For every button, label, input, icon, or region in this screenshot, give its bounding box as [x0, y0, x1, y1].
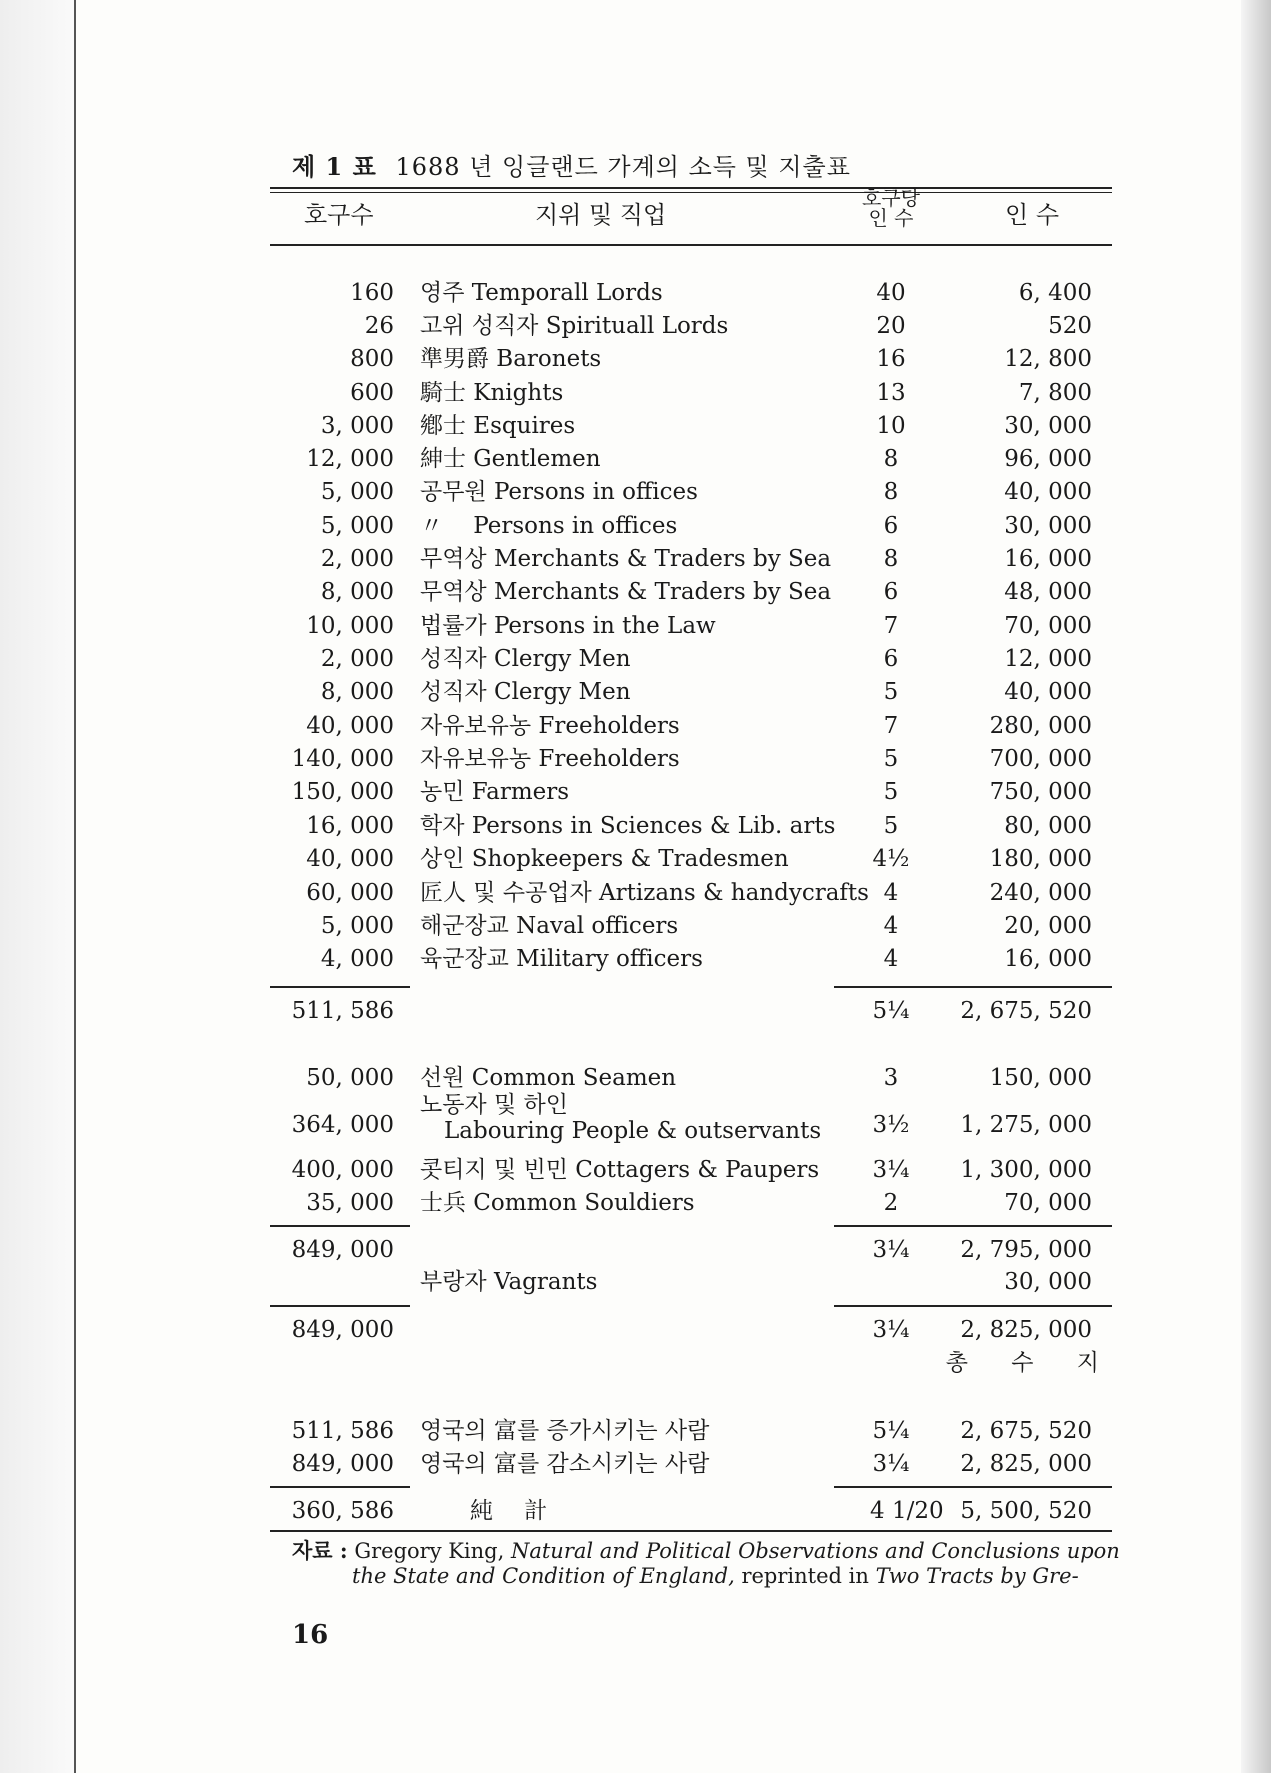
- table-row: [270, 911, 1112, 941]
- row-position: 성직자 Clergy Men: [420, 679, 631, 705]
- row-position: 자유보유농 Freeholders: [420, 746, 680, 772]
- row-per: 10: [876, 413, 906, 439]
- table-row: [270, 511, 1112, 541]
- row-position: 영주 Temporall Lords: [420, 280, 663, 306]
- table-label: 제 1 표: [292, 152, 377, 181]
- table-row: [270, 311, 1112, 341]
- row-households: 800: [350, 346, 394, 372]
- row-per: 8: [883, 546, 899, 572]
- row-per: 16: [876, 346, 906, 372]
- row-persons: 70, 000: [1004, 613, 1092, 639]
- subtotal3-per: 3¼: [872, 1317, 910, 1343]
- row-persons: 750, 000: [989, 779, 1092, 805]
- row-per: 5: [883, 746, 899, 772]
- subtotal1-per: 5¼: [872, 998, 910, 1024]
- row-per: 5: [883, 679, 899, 705]
- source-work-2: the State and Condition of England,: [352, 1564, 735, 1588]
- subtotal1-persons: 2, 675, 520: [960, 998, 1092, 1024]
- row-persons: 80, 000: [1004, 813, 1092, 839]
- header-per-household: [862, 188, 920, 228]
- row-position: 鄕士 Esquires: [420, 413, 576, 439]
- row-per: 6: [883, 579, 899, 605]
- page-shadow: [1241, 0, 1271, 1773]
- table-title: [292, 147, 851, 182]
- table-row: [270, 378, 1112, 408]
- source-label: 자료 :: [292, 1538, 348, 1563]
- row-households: 2, 000: [320, 646, 394, 672]
- vagrants-position: 부랑자 Vagrants: [420, 1269, 598, 1295]
- row-households: 4, 000: [320, 946, 394, 972]
- row-households: 10, 000: [306, 613, 394, 639]
- table-row: [270, 344, 1112, 374]
- row-persons: 16, 000: [1004, 546, 1092, 572]
- header-persons: 인 수: [1005, 201, 1059, 229]
- net-persons: 5, 500, 520: [960, 1498, 1092, 1524]
- row-households: 140, 000: [291, 746, 394, 772]
- row-persons: 96, 000: [1004, 446, 1092, 472]
- row-position: 무역상 Merchants & Traders by Sea: [420, 546, 832, 572]
- table-row: [270, 477, 1112, 507]
- balance-label-row: [270, 1348, 1117, 1378]
- subtotal1-rule-right: [834, 986, 1112, 988]
- row-persons: 1, 275, 000: [960, 1112, 1092, 1138]
- row-households: 160: [350, 280, 394, 306]
- subtotal2-per: 3¼: [872, 1237, 910, 1263]
- table-row: [270, 711, 1112, 741]
- row-households: 26: [364, 313, 394, 339]
- row-households: 12, 000: [306, 446, 394, 472]
- net-per: 4 1/20: [870, 1498, 944, 1524]
- summary-per: 5¼: [872, 1418, 910, 1444]
- row-persons: 30, 000: [1004, 413, 1092, 439]
- row-position: 士兵 Common Souldiers: [420, 1190, 695, 1216]
- table-row: [270, 1155, 1112, 1185]
- page-edge: [0, 0, 74, 1773]
- subtotal1-rule-left: [270, 986, 410, 988]
- row-persons: 1, 300, 000: [960, 1157, 1092, 1183]
- row-households: 2, 000: [320, 546, 394, 572]
- row-position: 〃 Persons in offices: [420, 513, 678, 539]
- row-position: 상인 Shopkeepers & Tradesmen: [420, 846, 789, 872]
- row-per: 4: [883, 913, 899, 939]
- row-position: 학자 Persons in Sciences & Lib. arts: [420, 813, 836, 839]
- row-persons: 40, 000: [1004, 679, 1092, 705]
- row-per: 8: [883, 446, 899, 472]
- table-row: [270, 278, 1112, 308]
- row-per: 2: [883, 1190, 899, 1216]
- row-position: 고위 성직자 Spirituall Lords: [420, 313, 729, 339]
- row-persons: 6, 400: [1018, 280, 1092, 306]
- subtotal3-persons: 2, 825, 000: [960, 1317, 1092, 1343]
- table-row: [270, 844, 1112, 874]
- summary-row: [270, 1416, 1112, 1446]
- page-number: 16: [292, 1620, 329, 1650]
- net-row: [270, 1496, 1112, 1526]
- header-top-rule-2: [270, 192, 1112, 193]
- row-households: 35, 000: [306, 1190, 394, 1216]
- source-work: Natural and Political Observations and Conclusions upon: [510, 1539, 1120, 1563]
- row-position: 騎士 Knights: [420, 380, 564, 406]
- row-per: 20: [876, 313, 906, 339]
- row-persons: 30, 000: [1004, 513, 1092, 539]
- subtotal1-households: 511, 586: [291, 998, 394, 1024]
- row-per: 3½: [872, 1112, 910, 1138]
- row-position: 紳士 Gentlemen: [420, 446, 601, 472]
- balance-label: 총 수 지: [945, 1350, 1117, 1376]
- row-households: 400, 000: [291, 1157, 394, 1183]
- header-households: 호구수: [304, 201, 374, 229]
- row-per: 3¼: [872, 1157, 910, 1183]
- row-households: 40, 000: [306, 713, 394, 739]
- row-persons: 240, 000: [989, 880, 1092, 906]
- summary-persons: 2, 675, 520: [960, 1418, 1092, 1444]
- row-persons: 70, 000: [1004, 1190, 1092, 1216]
- row-per: 6: [883, 646, 899, 672]
- summary-row: [270, 1449, 1112, 1479]
- row-households: 60, 000: [306, 880, 394, 906]
- source-author: Gregory King,: [354, 1539, 505, 1563]
- row-households: 364, 000: [291, 1112, 394, 1138]
- net-households: 360, 586: [291, 1498, 394, 1524]
- table-row: [270, 878, 1112, 908]
- row-households: 8, 000: [320, 579, 394, 605]
- subtotal2-households: 849, 000: [291, 1237, 394, 1263]
- header-top-rule: [270, 187, 1112, 189]
- row-per: 4: [883, 880, 899, 906]
- summary-households: 511, 586: [291, 1418, 394, 1444]
- row-households: 5, 000: [320, 913, 394, 939]
- table-row: [270, 811, 1112, 841]
- row-per: 8: [883, 479, 899, 505]
- table-row: [270, 944, 1112, 974]
- header-bottom-rule: [270, 244, 1112, 246]
- net-position: 純 計: [470, 1498, 560, 1524]
- row-persons: 40, 000: [1004, 479, 1092, 505]
- table-row: [270, 611, 1112, 641]
- row-persons: 150, 000: [989, 1065, 1092, 1091]
- row-persons: 12, 000: [1004, 646, 1092, 672]
- header-per-household-line2: 인 수: [868, 206, 914, 230]
- table-row: [270, 1063, 1112, 1093]
- subtotal3-rule-left: [270, 1305, 410, 1307]
- table-row: [270, 777, 1112, 807]
- table-row: [270, 644, 1112, 674]
- row-position: 해군장교 Naval officers: [420, 913, 679, 939]
- vagrants-persons: 30, 000: [1004, 1269, 1092, 1295]
- row-per: 40: [876, 280, 906, 306]
- row-position: 법률가 Persons in the Law: [420, 613, 716, 639]
- net-rule-right: [834, 1486, 1112, 1488]
- table-bottom-rule: [270, 1530, 1112, 1532]
- row-position-en: Labouring People & outservants: [444, 1118, 822, 1144]
- summary-persons: 2, 825, 000: [960, 1451, 1092, 1477]
- row-per: 7: [883, 613, 899, 639]
- header-position: 지위 및 직업: [535, 201, 667, 229]
- row-position: 농민 Farmers: [420, 779, 570, 805]
- table-title-text: 1688 년 잉글랜드 가계의 소득 및 지출표: [395, 153, 851, 181]
- row-households: 600: [350, 380, 394, 406]
- row-position: 육군장교 Military officers: [420, 946, 703, 972]
- summary-position: 영국의 富를 증가시키는 사람: [420, 1418, 710, 1444]
- table-row: [270, 1092, 1112, 1144]
- row-persons: 20, 000: [1004, 913, 1092, 939]
- table-row: [270, 411, 1112, 441]
- row-persons: 48, 000: [1004, 579, 1092, 605]
- row-households: 40, 000: [306, 846, 394, 872]
- vagrants-row: [270, 1267, 1112, 1297]
- row-position: 성직자 Clergy Men: [420, 646, 631, 672]
- subtotal2-persons: 2, 795, 000: [960, 1237, 1092, 1263]
- row-per: 6: [883, 513, 899, 539]
- row-persons: 700, 000: [989, 746, 1092, 772]
- net-rule-left: [270, 1486, 410, 1488]
- subtotal3-rule-right: [834, 1305, 1112, 1307]
- row-position: 자유보유농 Freeholders: [420, 713, 680, 739]
- summary-position: 영국의 富를 감소시키는 사람: [420, 1451, 710, 1477]
- summary-per: 3¼: [872, 1451, 910, 1477]
- row-per: 5: [883, 813, 899, 839]
- row-per: 4½: [872, 846, 910, 872]
- source-reprinted: reprinted in: [741, 1564, 869, 1588]
- row-position: 匠人 및 수공업자 Artizans & handycrafts: [420, 880, 869, 906]
- table-row: [270, 1188, 1112, 1218]
- row-position: 공무원 Persons in offices: [420, 479, 698, 505]
- summary-households: 849, 000: [291, 1451, 394, 1477]
- row-position: 콧티지 및 빈민 Cottagers & Paupers: [420, 1157, 820, 1183]
- row-households: 5, 000: [320, 513, 394, 539]
- row-persons: 16, 000: [1004, 946, 1092, 972]
- row-position: 선원 Common Seamen: [420, 1065, 677, 1091]
- table-row: [270, 444, 1112, 474]
- subtotal3-row: [270, 1315, 1112, 1345]
- row-per: 7: [883, 713, 899, 739]
- table-row: [270, 544, 1112, 574]
- row-per: 4: [883, 946, 899, 972]
- subtotal2-rule-left: [270, 1225, 410, 1227]
- row-per: 13: [876, 380, 906, 406]
- row-persons: 520: [1048, 313, 1092, 339]
- subtotal3-households: 849, 000: [291, 1317, 394, 1343]
- header-per-household-line1: 호구당: [862, 186, 920, 210]
- row-position: 準男爵 Baronets: [420, 346, 602, 372]
- row-households: 16, 000: [306, 813, 394, 839]
- row-position-ko: 노동자 및 하인: [420, 1092, 568, 1118]
- table-row: [270, 744, 1112, 774]
- subtotal1-row: [270, 996, 1112, 1026]
- source-note: [292, 1538, 1120, 1589]
- table-row: [270, 577, 1112, 607]
- subtotal2-rule-right: [834, 1225, 1112, 1227]
- row-persons: 7, 800: [1018, 380, 1092, 406]
- row-persons: 12, 800: [1004, 346, 1092, 372]
- row-households: 50, 000: [306, 1065, 394, 1091]
- source-work-3: Two Tracts by Gre-: [875, 1564, 1079, 1588]
- row-persons: 180, 000: [989, 846, 1092, 872]
- row-households: 150, 000: [291, 779, 394, 805]
- row-households: 8, 000: [320, 679, 394, 705]
- row-households: 3, 000: [320, 413, 394, 439]
- row-households: 5, 000: [320, 479, 394, 505]
- row-per: 3: [883, 1065, 899, 1091]
- row-per: 5: [883, 779, 899, 805]
- subtotal2-row: [270, 1235, 1112, 1265]
- row-position: 무역상 Merchants & Traders by Sea: [420, 579, 832, 605]
- row-persons: 280, 000: [989, 713, 1092, 739]
- table-row: [270, 677, 1112, 707]
